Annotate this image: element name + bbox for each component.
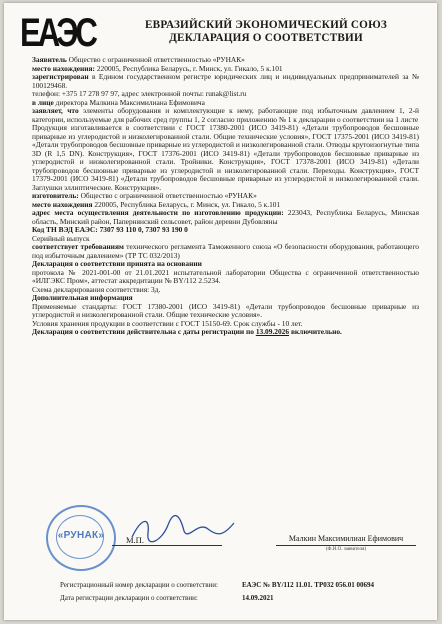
signature-area	[32, 505, 419, 565]
signature-line	[112, 545, 222, 546]
declaration-document	[4, 3, 437, 620]
applicant-person: в лице директора Малкина Максимилиана Ефимовича	[32, 97, 205, 107]
company-stamp	[46, 505, 116, 571]
validity-date: 13.09.2026	[255, 327, 290, 336]
registration-number-row	[60, 579, 430, 592]
validity-paragraph: Декларация о соответствии действительна с даты регистрации по 13.09.2026 включительно.	[32, 327, 342, 336]
handwritten-signature	[128, 511, 238, 545]
storage-text: Условия хранения продукции в соответствии с ГОСТ 15150-69. Срок службы - 10 лет.	[32, 318, 303, 328]
applicant-line: Заявитель Общество с ограниченной ответственностью «РУНАК»	[32, 55, 245, 64]
compliance-paragraph: соответствует требованиям технического регламента Таможенного союза «О безопасности оборудования, работающего под избыточным давлением» (ТР ТС 032/2013)	[32, 242, 419, 260]
signer-name: Малкин Максимилиан Ефимович	[288, 534, 404, 543]
union-title: ЕВРАЗИЙСКИЙ ЭКОНОМИЧЕСКИЙ СОЮЗ	[145, 19, 387, 31]
product-standards-paragraph: Продукция изготавливается в соответствии с ГОСТ 17380-2001 (ИСО 3419-81) «Детали трубопроводов бесшовные приварные из углеродистой и низколегированной стали. Общие технические условия», ГОСТ 17375-2001 (ИСО 3419-81) «Детали трубопроводов бесшовные приварные из углеродистой и низколегированной стали. Отводы крутоизогнутые типа 3D (R 1,5 DN). Конструкция», ГОСТ 17376-2001 (ИСО 3419-81) «Детали трубопроводов бесшовные приварные из углеродистой и низколегированной стали. Тройники. Конструкция», ГОСТ 17378-2001 (ИСО 3419-81) «Детали трубопроводов бесшовные приварные из углеродистой и низколегированной стали. Переходы. Конструкция», ГОСТ 17379-2001 (ИСО 3419-81) «Детали трубопроводов бесшовные приварные из углеродистой и низколегированной стали. Заглушки эллиптические. Конструкция».	[32, 123, 419, 192]
production-address: адрес места осуществления деятельности по изготовлению продукции: 223043, Республика Беларусь, Минская область, Минский район, Папернянский сельсовет, район деревни Дубовляны	[32, 208, 419, 226]
registration-footer	[60, 579, 430, 605]
registration-date-label: Дата регистрации декларации о соответствии:	[60, 594, 198, 602]
document-header	[4, 3, 437, 55]
declares-paragraph: заявляет, что элементы оборудования и комплектующие к нему, работающие под избыточным давлением 1, 2-й категории, используемые для рабочих сред группы 1, 2 согласно приложению № 1 к декларации о соответствии на 1 листе	[32, 106, 419, 124]
basis-heading: Декларация о соответствии принята на основании	[32, 259, 202, 268]
batch-type: Серийный выпуск	[32, 233, 90, 243]
scheme-text: Схема декларирования соответствия: 3д.	[32, 284, 161, 294]
document-body	[32, 56, 419, 337]
registration-date-row	[60, 592, 430, 605]
manufacturer-location: место нахождения 220005, Республика Беларусь, г. Минск, ул. Гикало, 5 к.101	[32, 199, 281, 209]
stamp-text: «РУНАК»	[57, 530, 105, 541]
applicant-contacts: телефон: +375 17 278 97 97, адрес электронной почты: runak@list.ru	[32, 89, 247, 98]
manufacturer-line: изготовитель: Общество с ограниченной ответственностью «РУНАК»	[32, 191, 257, 200]
registration-number: ЕАЭС № BY/112 11.01. ТР032 056.01 00694	[242, 581, 374, 589]
header-titles	[116, 19, 416, 45]
registration-date: 14.09.2021	[242, 594, 274, 602]
applicant-location: место нахождения: 220005, Республика Беларусь, г. Минск, ул. Гикало, 5 к.101	[32, 63, 283, 73]
tnved-code: Код ТН ВЭД ЕАЭС: 7307 93 110 0, 7307 93 190 0	[32, 225, 188, 234]
registration-number-label: Регистрационный номер декларации о соответствии:	[60, 581, 218, 589]
applicant-registration: зарегистрирован в Едином государственном регистре юридических лиц и индивидуальных предпринимателей за № 100129468.	[32, 72, 419, 90]
signer-line	[276, 545, 416, 546]
mp-label: М.П.	[126, 535, 144, 545]
additional-heading: Дополнительная информация	[32, 293, 133, 302]
document-title: ДЕКЛАРАЦИЯ О СООТВЕТСТВИИ	[169, 32, 363, 44]
basis-text: протокола № 2021-001-00 от 21.01.2021 испытательной лаборатории Общества с ограниченной ответственностью «ИЛГЭКС Пром», аттестат аккредитации № BY/112 2.5234.	[32, 267, 419, 285]
additional-text: Применяемые стандарты: ГОСТ 17380-2001 (ИСО 3419-81) «Детали трубопроводов бесшовные приварные из углеродистой и низколегированной стали. Общие технические условия».	[32, 301, 419, 319]
eac-logo: ЕАЭС	[20, 11, 95, 55]
signer-caption: (Ф.И.О. заявителя)	[325, 547, 367, 552]
